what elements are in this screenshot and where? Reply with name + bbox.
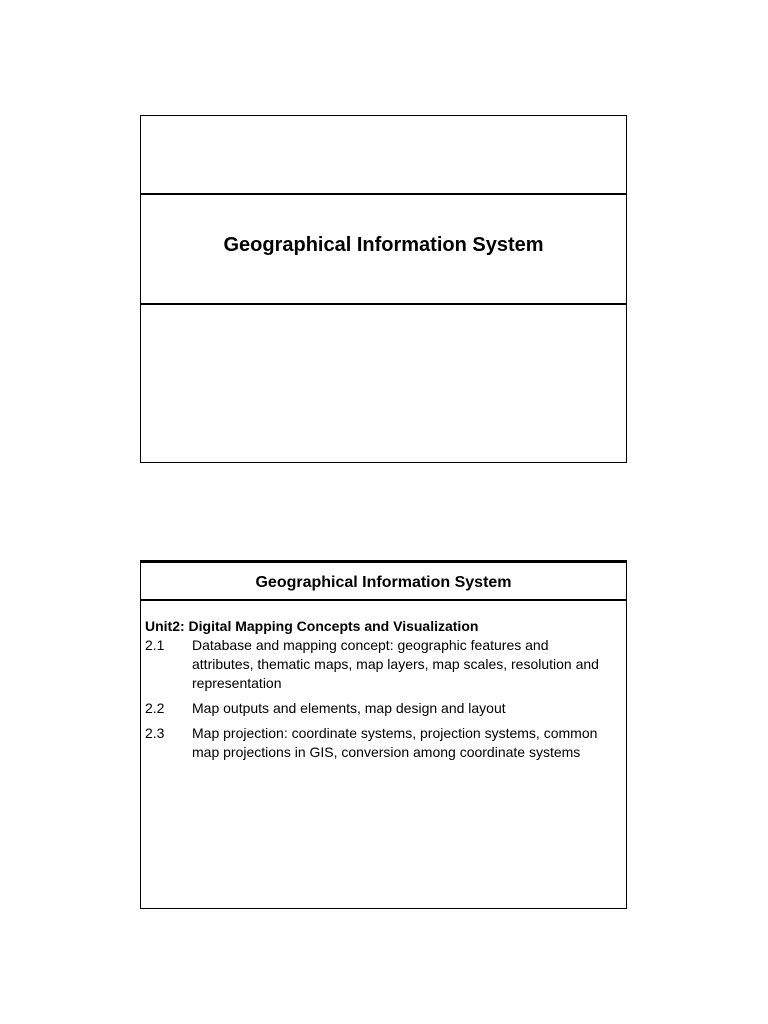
item-number: 2.1 — [145, 637, 165, 653]
item-text: Map projection: coordinate systems, projection systems, common map projections in GIS, conversion among coordinate systems — [192, 725, 598, 760]
item-number: 2.3 — [145, 725, 165, 741]
item-number: 2.2 — [145, 700, 165, 716]
unit-heading: Unit2: Digital Mapping Concepts and Visualization — [145, 618, 479, 634]
slide-header: Geographical Information System — [141, 563, 626, 601]
title-slide — [140, 115, 627, 463]
list-item — [145, 724, 612, 762]
content-slide — [140, 560, 627, 909]
item-text: Database and mapping concept: geographic features and attributes, thematic maps, map layers, map scales, resolution and representation — [192, 637, 599, 691]
slide-title: Geographical Information System — [223, 234, 544, 256]
list-item — [145, 636, 612, 693]
title-top-rule — [141, 193, 626, 195]
item-text: Map outputs and elements, map design and layout — [192, 700, 506, 716]
title-bottom-rule — [141, 303, 626, 305]
slide-body — [141, 601, 626, 762]
list-item — [145, 699, 612, 718]
